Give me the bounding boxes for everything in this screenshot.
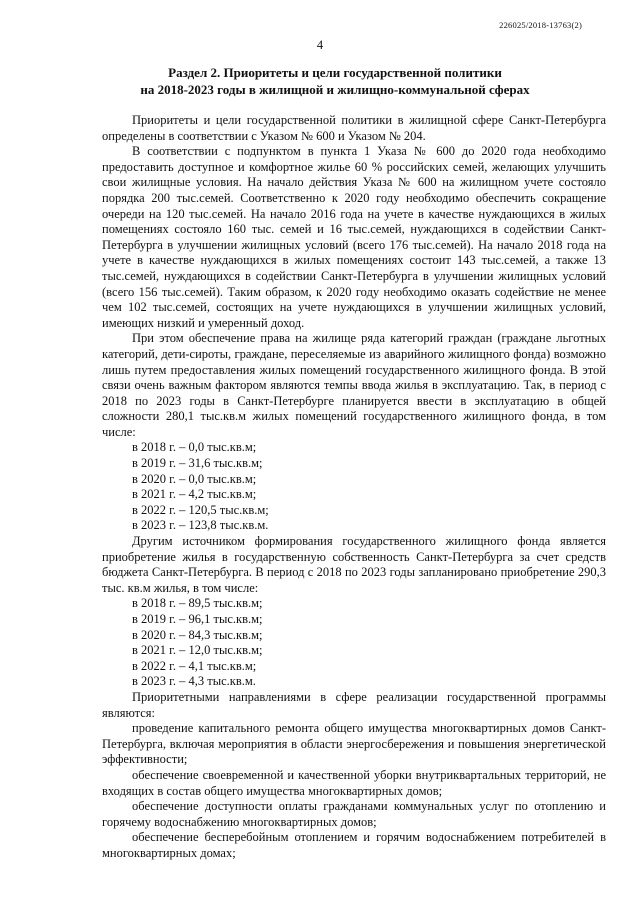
list-item: в 2020 г. – 84,3 тыс.кв.м; [132, 627, 263, 642]
paragraph-heating-supply: обеспечение бесперебойным отоплением и горячим водоснабжением потребителей в многоквартирных домах; [102, 830, 606, 860]
section-heading-line-2: на 2018-2023 годы в жилищной и жилищно-коммунальной сферах [140, 81, 530, 97]
list-item: в 2019 г. – 31,6 тыс.кв.м; [132, 456, 263, 471]
document-number: 226025/2018-13763(2) [499, 20, 582, 30]
paragraph-payment-affordability: обеспечение доступности оплаты гражданами коммунальных услуг по отоплению и горячему водоснабжению многоквартирных домов; [102, 799, 606, 829]
commissioning-list [102, 440, 606, 534]
list-item: в 2019 г. – 96,1 тыс.кв.м; [132, 612, 263, 626]
acquisition-list [102, 596, 606, 690]
section-heading [100, 65, 570, 98]
list-item: в 2022 г. – 4,1 тыс.кв.м; [132, 658, 257, 673]
page-number: 4 [316, 38, 324, 52]
list-item: в 2020 г. – 0,0 тыс.кв.м; [132, 471, 257, 486]
list-item: в 2022 г. – 120,5 тыс.кв.м; [132, 502, 269, 517]
paragraph-housing-fund: При этом обеспечение права на жилище ряда категорий граждан (граждане льготных категорий, дети-сироты, граждане, переселяемые из аварийного жилищного фонда) возможно лишь путем предоставления жилых помещений государственного жилищного фонда. В этой связи очень важным фактором являются темпы ввода жилья в эксплуатацию. Так, в период с 2018 по 2023 годы в Санкт-Петербурге планируется ввести в эксплуатацию в общей сложности 280,1 тыс.кв.м жилых помещений государственного жилищного фонда, в том числе: [102, 331, 606, 439]
list-item: в 2023 г. – 123,8 тыс.кв.м. [132, 518, 269, 533]
list-item: в 2018 г. – 0,0 тыс.кв.м; [132, 440, 257, 455]
section-heading-line-1: Раздел 2. Приоритеты и цели государственной политики [168, 65, 502, 80]
list-item: в 2021 г. – 4,2 тыс.кв.м; [132, 487, 257, 502]
list-item: в 2018 г. – 89,5 тыс.кв.м; [132, 596, 263, 611]
paragraph-capital-repair: проведение капитального ремонта общего имущества многоквартирных домов Санкт-Петербурга, включая мероприятия в области энергосбережения и повышения энергетической эффективности; [102, 721, 606, 767]
list-item: в 2023 г. – 4,3 тыс.кв.м. [132, 674, 256, 689]
paragraph-priorities: Приоритеты и цели государственной политики в жилищной сфере Санкт-Петербурга определены в соответствии с Указом № 600 и Указом № 204. [102, 113, 606, 143]
paragraph-acquisition: Другим источником формирования государственного жилищного фонда является приобретение жилья в государственную собственность Санкт-Петербурга за счет средств бюджета Санкт-Петербурга. В период с 2018 по 2023 годы запланировано приобретение 290,3 тыс. кв.м жилья, в том числе: [102, 534, 606, 595]
document-body [102, 113, 606, 862]
paragraph-priority-directions: Приоритетными направлениями в сфере реализации государственной программы являются: [102, 689, 606, 720]
paragraph-cleaning: обеспечение своевременной и качественной уборки внутриквартальных территорий, не входящих в состав общего имущества многоквартирных домов; [102, 767, 606, 798]
paragraph-decree-600: В соответствии с подпунктом в пункта 1 Указа № 600 до 2020 года необходимо предоставить доступное и комфортное жилье 60 % российских семей, желающих улучшить свои жилищные условия. На начало действия Указа № 600 на жилищном учете состояло порядка 200 тыс.семей. Соответственно к 2020 году необходимо обеспечить сокращение очереди на 120 тыс.семей. На начало 2016 года на учете в качестве нуждающихся в жилых помещениях состояло 160 тыс. семей и 16 тыс.семей, нуждающихся в содействии Санкт-Петербурга в улучшении жилищных условий (всего 176 тыс.семей). На начало 2018 года на учете в качестве нуждающихся в жилых помещениях состоит 143 тыс.семей, а также 13 тыс.семей, нуждающихся в содействии Санкт-Петербурга в улучшении жилищных условий (всего 156 тыс.семей). Таким образом, к 2020 году необходимо оказать содействие не менее чем 102 тыс.семей, состоящих на учете нуждающихся в улучшении жилищных условий, имеющих низкий и умеренный доход. [102, 144, 606, 330]
list-item: в 2021 г. – 12,0 тыс.кв.м; [132, 643, 263, 658]
